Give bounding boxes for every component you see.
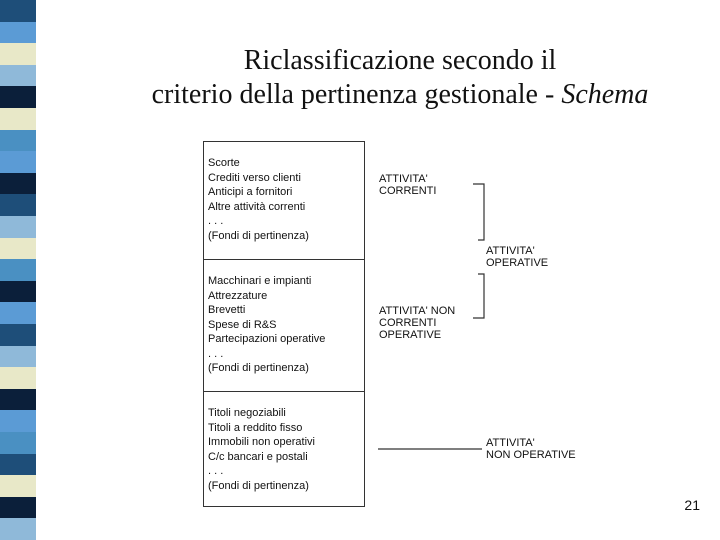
bracket-lower <box>473 274 484 318</box>
strip-block <box>0 22 36 44</box>
strip-block <box>0 130 36 152</box>
list-item: . . . <box>208 347 224 360</box>
page-title <box>80 44 720 112</box>
strip-block <box>0 389 36 411</box>
bracket-upper <box>473 184 484 240</box>
strip-block <box>0 43 36 65</box>
strip-block <box>0 238 36 260</box>
label-attivita-non-correnti: ATTIVITA' NON CORRENTI OPERATIVE <box>379 305 456 341</box>
list-item: Anticipi a fornitori <box>208 186 293 198</box>
list-item: (Fondi di pertinenza) <box>208 479 309 492</box>
title-line-1: Riclassificazione secondo il <box>243 45 557 76</box>
strip-block <box>0 86 36 108</box>
strip-block <box>0 518 36 540</box>
list-item: Macchinari e impianti <box>208 275 312 287</box>
balance-table <box>203 141 365 507</box>
strip-block <box>0 497 36 519</box>
strip-block <box>0 454 36 476</box>
section-current-assets <box>204 156 364 243</box>
strip-block <box>0 410 36 432</box>
list-item: (Fondi di pertinenza) <box>208 229 309 242</box>
label-attivita-correnti: ATTIVITA' CORRENTI <box>379 173 437 197</box>
list-item: . . . <box>208 465 224 477</box>
list-item: . . . <box>208 215 224 227</box>
page-number: 21 <box>684 497 700 513</box>
title-line-2 <box>80 78 720 112</box>
strip-block <box>0 216 36 238</box>
label-attivita-non-operative: ATTIVITA' NON OPERATIVE <box>486 437 576 461</box>
strip-block <box>0 194 36 216</box>
list-item: Spese di R&S <box>208 318 277 331</box>
list-item: Partecipazioni operative <box>208 333 326 345</box>
list-item: C/c bancari e postali <box>208 450 308 463</box>
strip-block <box>0 173 36 195</box>
list-item: (Fondi di pertinenza) <box>208 362 309 374</box>
list-item: Titoli a reddito fisso <box>208 421 303 434</box>
decorative-strip <box>0 0 36 540</box>
strip-block <box>0 302 36 324</box>
strip-block <box>0 324 36 346</box>
strip-block <box>0 108 36 130</box>
strip-block <box>0 281 36 303</box>
label-attivita-operative: ATTIVITA' OPERATIVE <box>486 245 549 269</box>
list-item: Attrezzature <box>208 289 268 302</box>
title-line-2-italic: Schema <box>561 79 649 110</box>
strip-block <box>0 346 36 368</box>
title-line-2-text: criterio della pertinenza gestionale - <box>151 79 562 110</box>
section-non-operating-assets <box>204 391 364 506</box>
list-item: Immobili non operativi <box>208 436 315 448</box>
strip-block <box>0 259 36 281</box>
list-item: Scorte <box>208 157 240 169</box>
list-item: Brevetti <box>208 304 246 316</box>
list-item: Titoli negoziabili <box>208 407 286 419</box>
strip-block <box>0 65 36 87</box>
list-item: Altre attività correnti <box>208 200 306 213</box>
strip-block <box>0 432 36 454</box>
strip-block <box>0 367 36 389</box>
strip-block <box>0 475 36 497</box>
list-item: Crediti verso clienti <box>208 171 301 184</box>
section-non-current-assets <box>204 259 364 391</box>
strip-block <box>0 151 36 173</box>
strip-block <box>0 0 36 22</box>
